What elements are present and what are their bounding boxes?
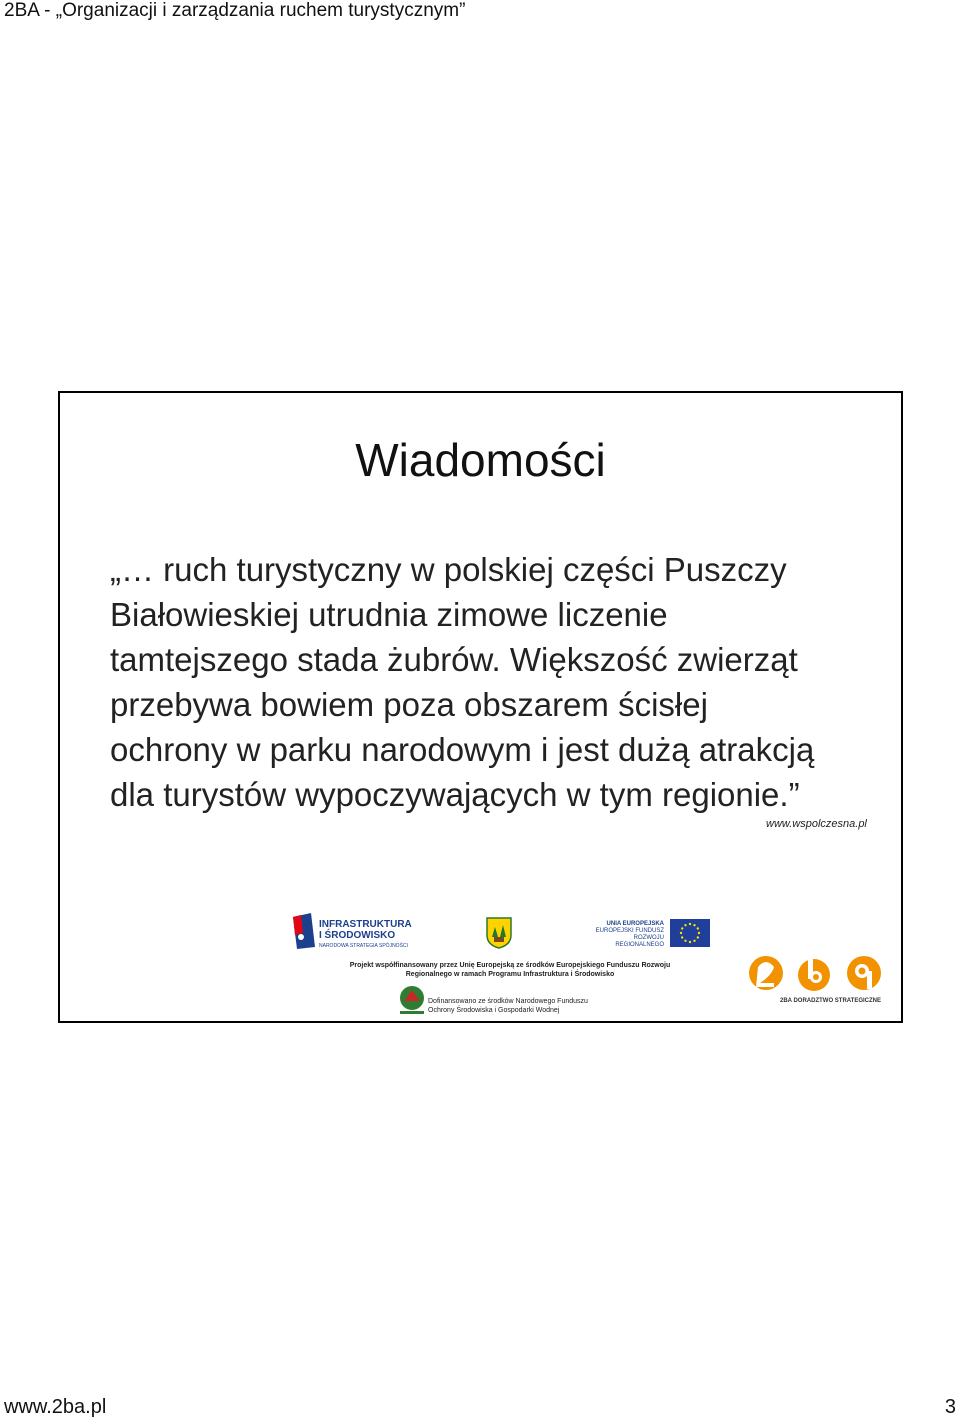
footer-website: www.2ba.pl <box>4 1396 107 1418</box>
crest-logo-icon <box>486 917 512 949</box>
nfosigw-logo-icon <box>398 985 426 1015</box>
infrastruktura-title: INFRASTRUKTURA I ŚRODOWISKO <box>319 919 412 941</box>
page-number: 3 <box>944 1396 956 1418</box>
infrastruktura-subtitle: NARODOWA STRATEGIA SPÓJNOŚCI <box>319 943 408 949</box>
eu-logo <box>594 919 714 949</box>
slide-title: Wiadomości <box>355 434 606 486</box>
source-link: www.wspolczesna.pl <box>766 818 867 830</box>
2ba-logo-text: 2BA DORADZTWO STRATEGICZNE <box>780 998 881 1004</box>
quote-line: tamtejszego stada żubrów. Większość zwierząt <box>110 641 798 678</box>
eu-text: UNIA EUROPEJSKA EUROPEJSKI FUNDUSZ ROZWOJU REGIONALNEGO <box>595 921 664 948</box>
quote-line: „… ruch turystyczny w polskiej części Puszczy <box>110 551 787 588</box>
document-header: 2BA - „Organizacji i zarządzania ruchem turystycznym” <box>4 0 466 21</box>
slide-frame <box>58 391 903 1023</box>
quote-line: Białowieskiej utrudnia zimowe liczenie <box>110 596 668 633</box>
quote-line: ochrony w parku narodowym i jest dużą atrakcją <box>110 731 815 768</box>
nfosigw-text: Dofinansowano ze środków Narodowego Funduszu Ochrony Środowiska i Gospodarki Wodnej <box>428 998 588 1014</box>
quote-text <box>110 547 870 817</box>
quote-line: dla turystów wypoczywających w tym regionie.” <box>110 776 800 813</box>
eu-flag-icon <box>670 919 710 947</box>
quote-line: przebywa bowiem poza obszarem ścisłej <box>110 686 708 723</box>
infrastruktura-logo <box>291 913 412 953</box>
infrastruktura-emblem-icon <box>291 913 317 949</box>
project-cofinancing-text: Projekt współfinansowany przez Unię Europejską ze środków Europejskiego Funduszu Rozwoju Regionalnego w ramach Programu Infrastruktura i Środowisko <box>349 962 671 978</box>
